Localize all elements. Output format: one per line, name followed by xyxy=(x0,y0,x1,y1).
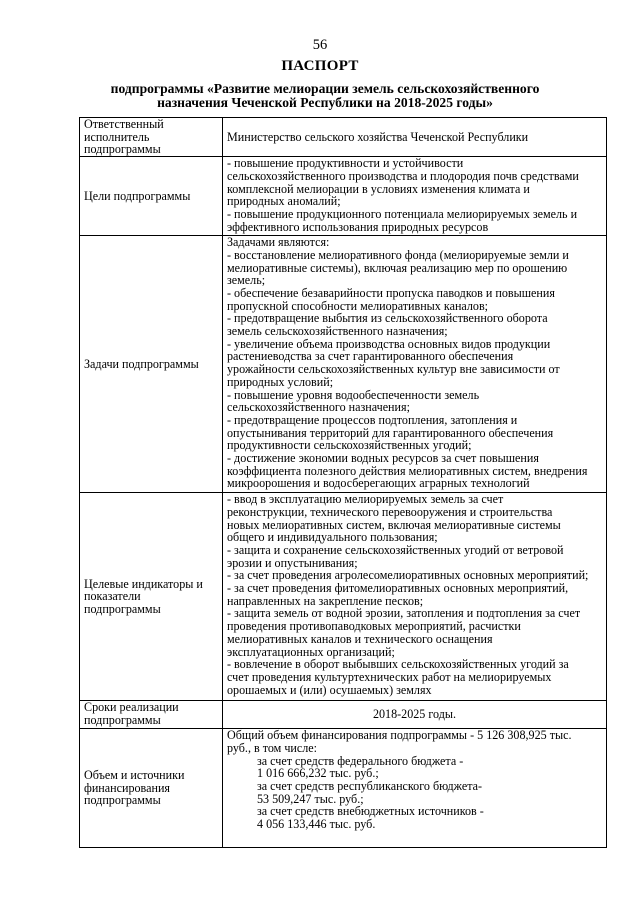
content-line: природных аномалий; xyxy=(227,194,341,209)
content-line: руб., в том числе: xyxy=(227,740,318,755)
content-line: 1 016 666,232 тыс. руб.; xyxy=(257,766,379,781)
row-label: Объем и источники финансирования подпрограммы xyxy=(80,729,223,848)
table-row-responsible xyxy=(80,118,607,157)
content-line: коэффициента полезного действия мелиоративных систем, внедрения xyxy=(227,463,588,478)
content-line: земель; xyxy=(227,273,266,288)
content-line: - восстановление мелиоративного фонда (мелиорируемые земли и xyxy=(227,247,569,262)
content-line: растениеводства за счет гарантированного обеспечения xyxy=(227,349,514,364)
content-line: урожайности сельскохозяйственных культур вне зависимости от xyxy=(227,362,560,377)
content-line: направленных на закрепление песков; xyxy=(227,593,424,608)
content-line: счет проведения культуртехнических работ на мелиорируемых xyxy=(227,669,552,684)
content-line: 4 056 133,446 тыс. руб. xyxy=(257,817,376,832)
row-label: Ответственный исполнитель подпрограммы xyxy=(80,118,223,157)
content-line: - обеспечение безаварийности пропуска паводков и повышения xyxy=(227,285,555,300)
document-subtitle xyxy=(60,82,590,110)
row-content xyxy=(223,729,607,848)
content-line: эксплуатационных организаций; xyxy=(227,644,395,659)
row-content xyxy=(223,118,607,157)
content-line: - повышение продуктивности и устойчивости xyxy=(227,156,464,171)
content-line: сельскохозяйственного производства и плодородия почв средствами xyxy=(227,168,579,183)
table-row-tasks xyxy=(80,236,607,493)
content-line: 53 509,247 тыс. руб.; xyxy=(257,791,364,806)
content-line: - увеличение объема производства основных видов продукции xyxy=(227,336,551,351)
row-label: Задачи подпрограммы xyxy=(80,236,223,493)
content-line: продуктивности сельскохозяйственных угодий; xyxy=(227,438,472,453)
table-row-financing xyxy=(80,729,607,848)
content-line: Министерство сельского хозяйства Чеченской Республики xyxy=(227,129,529,144)
content-line: мелиоративные системы), включая реализацию мер по орошению xyxy=(227,260,568,275)
content-line: новых мелиоративных систем, включая мелиоративные системы xyxy=(227,517,561,532)
content-line: Общий объем финансирования подпрограммы - 5 126 308,925 тыс. xyxy=(227,728,572,743)
content-line: - за счет проведения агролесомелиоративных основных мероприятий; xyxy=(227,568,589,583)
row-content xyxy=(223,701,607,729)
content-line: за счет средств республиканского бюджета- xyxy=(257,778,483,793)
content-line: пропускной способности мелиоративных каналов; xyxy=(227,298,489,313)
content-line: - достижение экономии водных ресурсов за счет повышения xyxy=(227,451,539,466)
content-line: за счет средств внебюджетных источников - xyxy=(257,804,484,819)
content-line: проведения противопаводковых мероприятий, расчистки xyxy=(227,619,521,634)
row-content xyxy=(223,493,607,701)
content-line: - вовлечение в оборот выбывших сельскохозяйственных угодий за xyxy=(227,657,569,672)
document-title: ПАСПОРТ xyxy=(281,58,359,74)
content-line: за счет средств федерального бюджета - xyxy=(257,753,464,768)
content-line: - защита и сохранение сельскохозяйственных угодий от ветровой xyxy=(227,542,564,557)
row-content xyxy=(223,236,607,493)
table-row-goals xyxy=(80,157,607,236)
content-line: комплексной мелиорации в условиях изменения климата и xyxy=(227,181,530,196)
row-label: Целевые индикаторы и показатели подпрограммы xyxy=(80,493,223,701)
row-content xyxy=(223,157,607,236)
subtitle-line: подпрограммы «Развитие мелиорации земель сельскохозяйственного xyxy=(110,81,540,96)
content-line: эрозии и опустынивания; xyxy=(227,555,358,570)
content-line: - предотвращение процессов подтопления, затопления и xyxy=(227,412,518,427)
table-row-indicators xyxy=(80,493,607,701)
row-label: Цели подпрограммы xyxy=(80,157,223,236)
content-line: 2018-2025 годы. xyxy=(372,707,457,722)
page-number: 56 xyxy=(312,37,328,53)
content-line: - предотвращение выбытия из сельскохозяйственного оборота xyxy=(227,311,548,326)
row-label: Сроки реализации подпрограммы xyxy=(80,701,223,729)
content-line: - ввод в эксплуатацию мелиорируемых земель за счет xyxy=(227,492,504,507)
content-line: - повышение продукционного потенциала мелиорируемых земель и xyxy=(227,206,578,221)
content-line: орошаемых и (или) осушаемых) землях xyxy=(227,682,432,697)
content-line: реконструкции, технического перевооружения и строительства xyxy=(227,504,553,519)
content-line: эффективного использования природных ресурсов xyxy=(227,219,489,234)
content-line: - защита земель от водной эрозии, затопления и подтопления за счет xyxy=(227,606,581,621)
content-line: сельскохозяйственного назначения; xyxy=(227,400,410,415)
content-line: - повышение уровня водообеспеченности земель xyxy=(227,387,480,402)
content-line: - за счет проведения фитомелиоративных основных мероприятий, xyxy=(227,581,569,596)
content-line: опустынивания территорий для гарантированного обеспечения xyxy=(227,425,554,440)
content-line: природных условий; xyxy=(227,374,334,389)
content-line: микроорошения и водосберегающих аграрных технологий xyxy=(227,476,530,491)
content-line: Задачами являются: xyxy=(227,235,330,250)
content-line: земель сельскохозяйственного назначения; xyxy=(227,324,448,339)
table-row-timeframe xyxy=(80,701,607,729)
passport-table xyxy=(79,117,607,848)
content-line: общего и индивидуального пользования; xyxy=(227,530,438,545)
content-line: мелиоративных каналов и технического оснащения xyxy=(227,631,493,646)
subtitle-line: назначения Чеченской Республики на 2018-2025 годы» xyxy=(157,95,493,110)
